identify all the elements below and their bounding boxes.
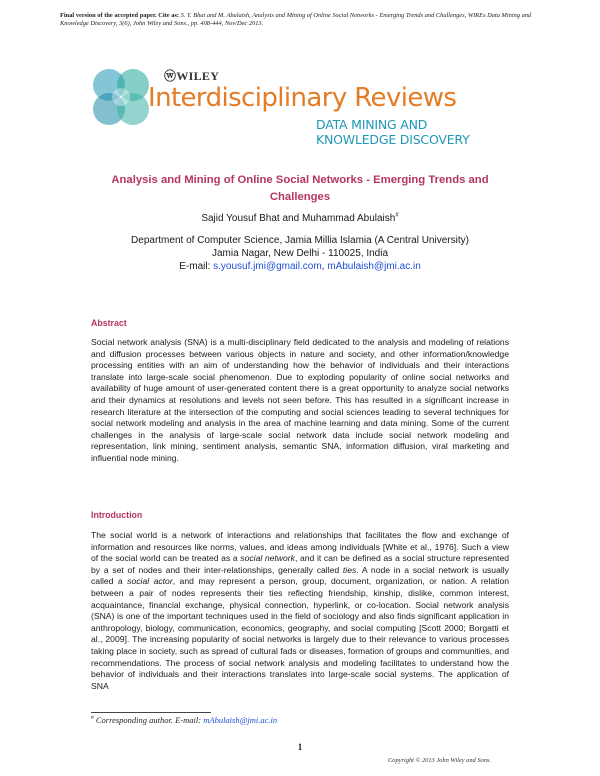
journal-name-line-1: DATA MINING AND [316, 117, 428, 132]
footnote-text: Corresponding author. E-mail: [93, 715, 204, 725]
copyright-notice: Copyright © 2013 John Wiley and Sons. [388, 757, 492, 764]
page-number: 1 [297, 742, 303, 752]
intro-term-social-network: social network [240, 553, 295, 564]
footnote [91, 715, 277, 725]
journal-logo [90, 66, 510, 156]
intro-text-part-2: , and it can be defined as a social structure represented by a set of nodes and their inter-relationships, generally called [91, 553, 509, 575]
wiley-mark-icon: ⓦ [164, 69, 177, 83]
author-names: Sajid Yousuf Bhat and Muhammad Abulaish [201, 213, 396, 224]
affiliation-line-2: Jamia Nagar, New Delhi - 110025, India [211, 248, 389, 259]
footnote-mark: # [91, 715, 94, 722]
series-name: Interdisciplinary Reviews [148, 83, 457, 113]
email-separator: , [321, 261, 328, 272]
interlocking-circles-logo-icon [90, 66, 152, 128]
publisher-name: WILEY [176, 69, 220, 83]
paper-title: Analysis and Mining of Online Social Networks - Emerging Trends and Challenges [111, 174, 489, 203]
footnote-email-link[interactable]: mAbulaish@jmi.ac.in [203, 715, 278, 725]
intro-text-part-1: The social world is a network of interactions and relationships that facilitates the flow and exchange of information and resources like norms, values, and ideas among individuals [White et al., 1976]. Such a view of the social world can be treated as a [91, 530, 509, 564]
email-link-1[interactable]: s.yousuf.jmi@gmail.com [213, 261, 322, 272]
abstract-heading: Abstract [91, 318, 127, 328]
journal-name-line-2: KNOWLEDGE DISCOVERY [316, 132, 470, 147]
affiliation [60, 234, 540, 273]
footnote-divider [91, 712, 211, 713]
corresponding-author-mark: # [395, 212, 399, 219]
intro-text-part-4: , and may represent a person, group, document, organization, or nation. A relation between a pair of nodes represents their ties reflecting friendship, kinship, dislike, common interest, acquaintance, financial exchange, physical connection, hyperlink, or co-location. Social network analysis (SNA) is one of the important techniques used in the field of sociology and also finds significant application in anthropology, biology, communication, economics, geography, and social computing [Scott 2000; Borgatti et al., 2009]. The increasing popularity of social networks is largely due to their relevance to various processes taking place in society, such as spread of cultural fads or diseases, formation of groups and communities, and recommendations. The process of social network analysis and modeling facilitates to understand how the behavior of individuals and their interactions translates into large-scale social systems. The application of SNA [91, 576, 510, 691]
introduction-text [91, 530, 509, 692]
citation-title: Analysis and Mining of Online Social Networks - Emerging Trends and Challenges [252, 12, 465, 19]
citation-authors: S. Y. Bhat and M. Abulaish, [179, 12, 253, 19]
author-list [60, 213, 540, 224]
abstract-text: Social network analysis (SNA) is a multi-disciplinary field dedicated to the analysis and modeling of relations and diffusion processes between various objects in nature and society, and other information/knowledge processing entities with an aim of understanding how the behavior of individuals and their interactions translate into large-scale social phenomenon. Due to exploding popularity of online social networks and availability of huge amount of user-generated content there is a great opportunity to analyze social networks and their dynamics at resolutions and levels not seen before. This has resulted in a significant increase in research literature at the intersection of the computing and social sciences leading to several techniques for social network modeling and analysis in the area of machine learning and data mining. Some of the current challenges in the analysis of large-scale social network data include social network modeling and representation, link mining, sentiment analysis, semantic SNA, information diffusion, viral marketing and influential node mining. [91, 337, 509, 463]
journal-name [316, 117, 470, 147]
citation-notice-label: Final version of the accepted paper. Cite as: [60, 12, 180, 19]
email-line [60, 260, 540, 273]
email-label: E-mail: [179, 261, 214, 272]
intro-term-ties: ties [342, 564, 357, 575]
intro-text-part-3: . A node in a social network is usually called a [91, 564, 509, 587]
introduction-heading: Introduction [91, 510, 143, 520]
affiliation-line-1: Department of Computer Science, Jamia Millia Islamia (A Central University) [131, 235, 469, 246]
citation-venue: , WIREs Data Mining and Knowledge Discovery, 3(6), John Wiley and Sons., pp. 408-444, Nov/Dec 2013. [60, 12, 532, 28]
wiley-wordmark [164, 67, 219, 84]
email-link-2[interactable]: mAbulaish@jmi.ac.in [327, 261, 421, 272]
citation-notice [60, 12, 560, 29]
intro-term-social-actor: social actor [127, 576, 173, 587]
